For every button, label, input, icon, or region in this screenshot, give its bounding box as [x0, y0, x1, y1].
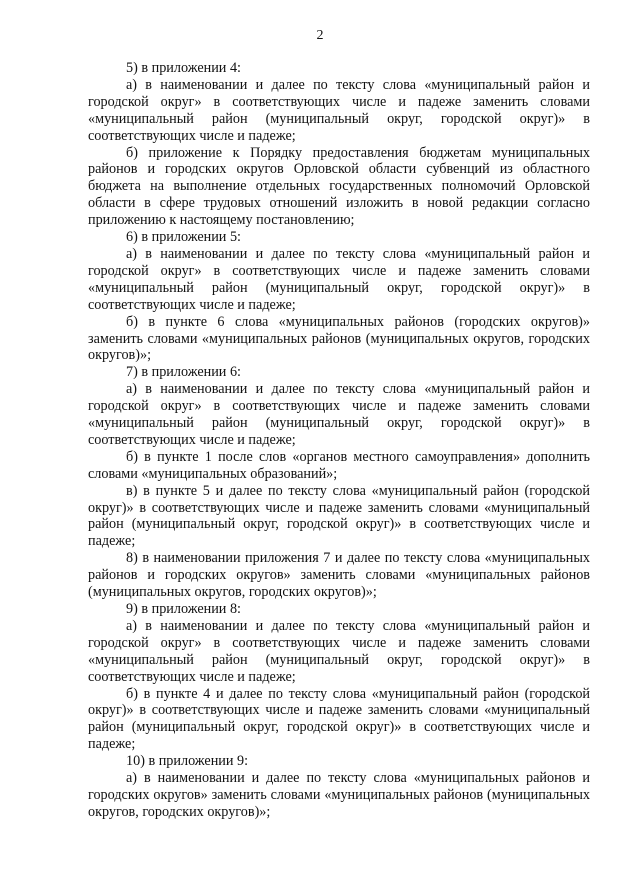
paragraph-7b: б) в пункте 1 после слов «органов местного самоуправления» дополнить словами «муниципальных образований»;: [88, 448, 590, 482]
paragraph-6a: а) в наименовании и далее по тексту слова «муниципальный район и городской округ» в соответствующих числе и падеже заменить словами «муниципальный район (муниципальный округ, городской округ)» в соответствующих числе и падеже;: [88, 245, 590, 313]
paragraph-item-7: 7) в приложении 6:: [126, 364, 241, 381]
paragraph-10a: а) в наименовании и далее по тексту слова «муниципальных районов и городских округов» заменить словами «муниципальных районов (муниципальных округов, городских округов)»;: [88, 770, 590, 820]
paragraph-6b: б) в пункте 6 слова «муниципальных районов (городских округов)» заменить словами «муниципальных районов (муниципальных округов, городских округов)»;: [88, 313, 590, 364]
paragraph-7c: в) в пункте 5 и далее по тексту слова «муниципальный район (городской округ)» в соответствующих числе и падеже заменить словами «муниципальный район (муниципальный округ, городской округ)» в соответствующих числе и падеже;: [88, 482, 590, 550]
paragraph-9b: б) в пункте 4 и далее по тексту слова «муниципальный район (городской округ)» в соответствующих числе и падеже заменить словами «муниципальный район (муниципальный округ, городской округ)» в соответствующих числе и падеже;: [88, 685, 590, 753]
paragraph-item-5: 5) в приложении 4:: [126, 60, 241, 76]
paragraph-9a: а) в наименовании и далее по тексту слова «муниципальный район и городской округ» в соответствующих числе и падеже заменить словами «муниципальный район (муниципальный округ, городской округ)» в соответствующих числе и падеже;: [88, 617, 590, 685]
paragraph-item-8: 8) в наименовании приложения 7 и далее по тексту слова «муниципальных районов и городских округов» заменить словами «муниципальных районов (муниципальных округов, городских округов)»;: [88, 550, 590, 601]
document-body: [88, 60, 590, 821]
paragraph-7a: а) в наименовании и далее по тексту слова «муниципальный район и городской округ» в соответствующих числе и падеже заменить словами «муниципальный район (муниципальный округ, городской округ)» в соответствующих числе и падеже;: [88, 381, 590, 448]
paragraph-item-9: 9) в приложении 8:: [126, 601, 241, 617]
page-number: 2: [316, 28, 324, 43]
paragraph-5b: б) приложение к Порядку предоставления бюджетам муниципальных районов и городских округов Орловской области субвенций из областного бюджета на выполнение отдельных государственных полномочий Орловской области в сфере трудовых отношений изложить в новой редакции согласно приложению к настоящему постановлению;: [88, 144, 590, 229]
paragraph-item-10: 10) в приложении 9:: [126, 753, 249, 770]
paragraph-5a: а) в наименовании и далее по тексту слова «муниципальный район и городской округ» в соответствующих числе и падеже заменить словами «муниципальный район (муниципальный округ, городской округ)» в соответствующих числе и падеже;: [88, 76, 590, 144]
paragraph-item-6: 6) в приложении 5:: [126, 229, 241, 246]
